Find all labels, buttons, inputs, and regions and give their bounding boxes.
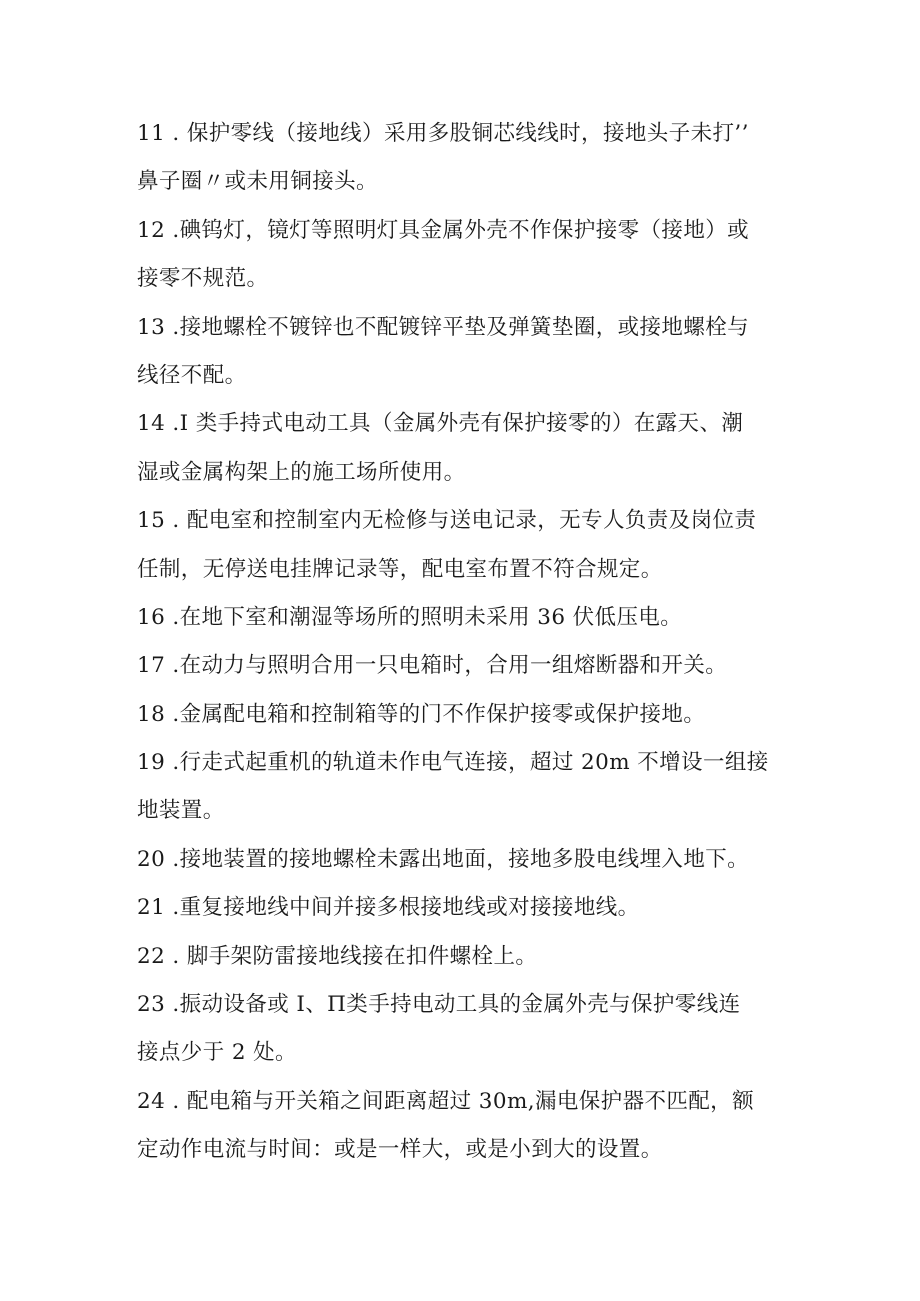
text-line-item-18: 18 .金属配电箱和控制箱等的门不作保护接零或保护接地。 bbox=[137, 701, 706, 727]
text-line-item-15-a: 15 . 配电室和控制室内无检修与送电记录，无专人负责及岗位责 bbox=[137, 508, 757, 534]
text-line-item-15-b: 任制，无停送电挂牌记录等，配电室布置不符合规定。 bbox=[137, 556, 663, 582]
text-line-item-12-a: 12 .碘钨灯，镜灯等照明灯具金属外壳不作保护接零（接地）或 bbox=[137, 217, 750, 243]
document-body bbox=[137, 110, 807, 1175]
text-line-item-20: 20 .接地装置的接地螺栓未露出地面，接地多股电线埋入地下。 bbox=[137, 846, 750, 872]
text-line-item-19-a: 19 .行走式起重机的轨道未作电气连接，超过 20m 不增设一组接 bbox=[137, 750, 769, 776]
text-line-item-14-b: 湿或金属构架上的施工场所使用。 bbox=[137, 459, 466, 485]
text-line-item-21: 21 .重复接地线中间并接多根接地线或对接接地线。 bbox=[137, 895, 640, 921]
text-line-item-12-b: 接零不规范。 bbox=[137, 266, 269, 292]
text-line-item-13-b: 线径不配。 bbox=[137, 362, 247, 388]
text-line-item-14-a: 14 .I 类手持式电动工具（金属外壳有保护接零的）在露天、潮 bbox=[137, 411, 744, 437]
text-line-item-17: 17 .在动力与照明合用一只电箱时，合用一组熔断器和开关。 bbox=[137, 653, 728, 679]
text-line-item-24-a: 24 . 配电箱与开关箱之间距离超过 30m,漏电保护器不匹配，额 bbox=[137, 1088, 754, 1114]
text-line-item-24-b: 定动作电流与时间：或是一样大，或是小到大的设置。 bbox=[137, 1137, 663, 1163]
text-line-item-23-b: 接点少于 2 处。 bbox=[137, 1040, 297, 1066]
text-line-item-23-a: 23 .振动设备或 I、П类手持电动工具的金属外壳与保护零线连 bbox=[137, 992, 741, 1018]
text-line-item-16: 16 .在地下室和潮湿等场所的照明未采用 36 伏低压电。 bbox=[137, 604, 683, 630]
text-line-item-22: 22 . 脚手架防雷接地线接在扣件螺栓上。 bbox=[137, 943, 538, 969]
text-line-item-11-a: 11 . 保护零线（接地线）采用多股铜芯线线时，接地头子未打’’ bbox=[137, 121, 749, 146]
text-line-item-11-b: 鼻子圈〃或未用铜接头。 bbox=[137, 169, 378, 195]
text-line-item-19-b: 地装置。 bbox=[137, 798, 225, 824]
text-line-item-13-a: 13 .接地螺栓不镀锌也不配镀锌平垫及弹簧垫圈，或接地螺栓与 bbox=[137, 314, 750, 340]
